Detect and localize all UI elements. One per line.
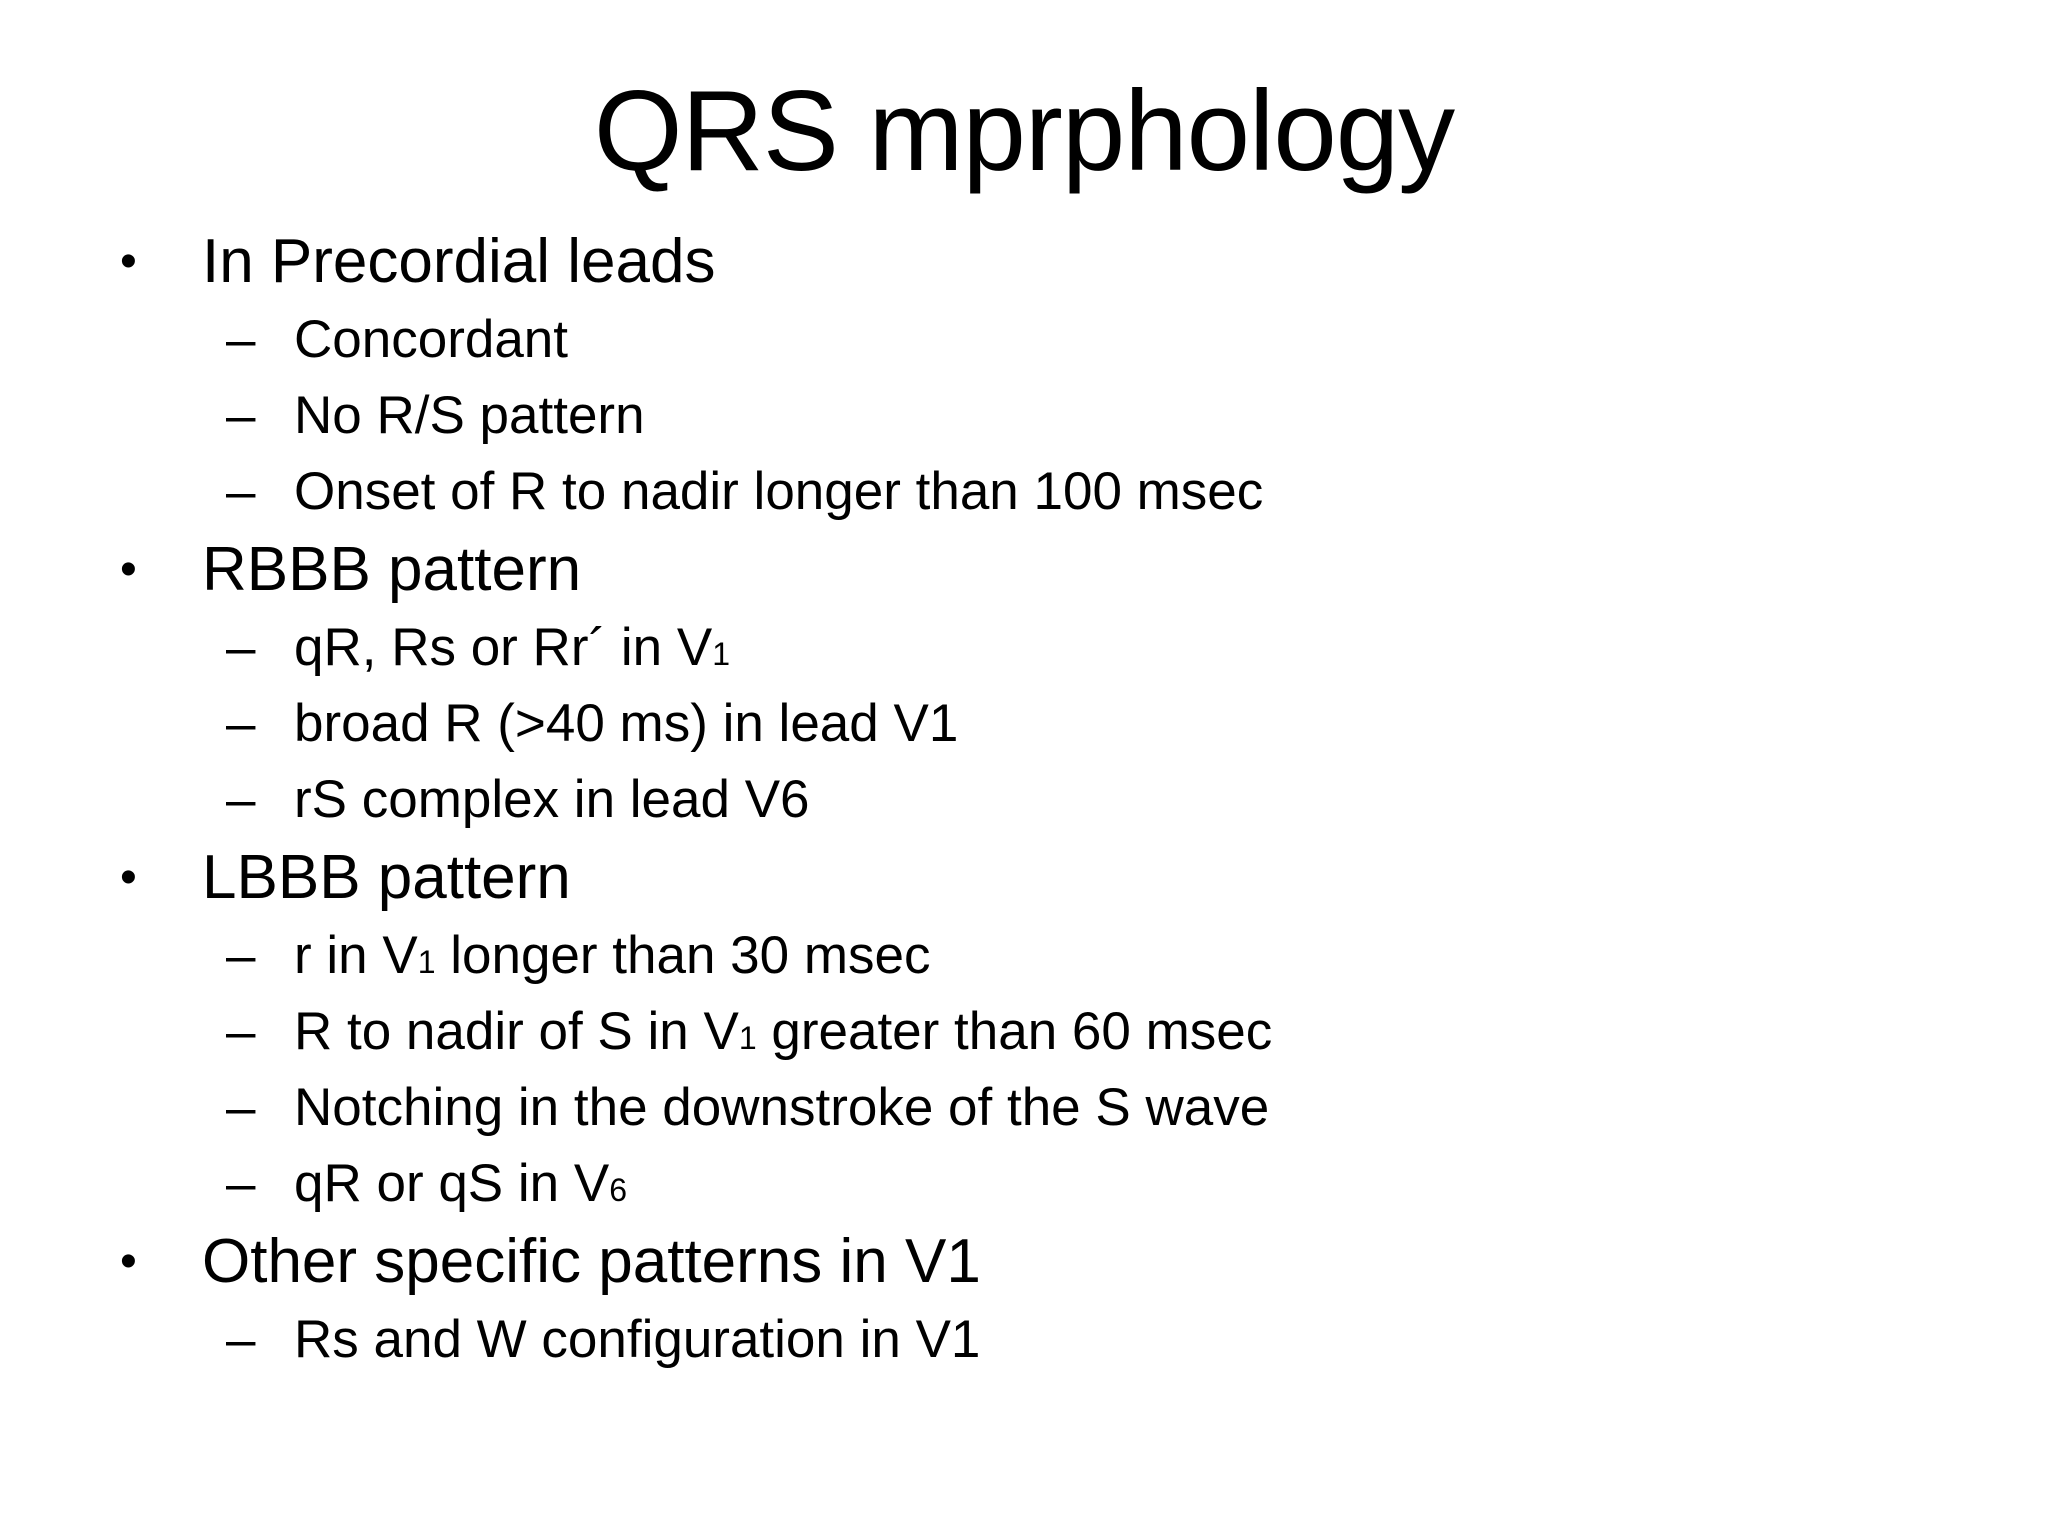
sub-bullet-text: No R/S pattern — [294, 386, 645, 445]
sub-bullet-text: Onset of R to nadir longer than 100 msec — [294, 462, 1264, 521]
sub-bullet-text-after: greater than 60 msec — [756, 1002, 1273, 1061]
bullet-item — [120, 530, 1920, 610]
lead-subscript: 6 — [609, 1172, 628, 1208]
sub-bullet-text: Rs and W configuration in V1 — [294, 1310, 981, 1369]
lead-subscript: 1 — [417, 944, 436, 980]
bullet-item — [120, 222, 1920, 302]
dash-icon: – — [226, 1002, 256, 1061]
sub-bullet-item — [120, 686, 1920, 762]
sub-bullet-text-group — [294, 1146, 627, 1228]
sub-bullet-text: qR or qS in V — [294, 1154, 610, 1213]
sub-bullet-item — [120, 1070, 1920, 1146]
dash-icon: – — [226, 926, 256, 985]
sub-bullet-item — [120, 302, 1920, 378]
bullet-dot-icon: • — [120, 851, 137, 904]
sub-bullet-item — [120, 1146, 1920, 1222]
dash-icon: – — [226, 310, 256, 369]
sub-bullet-text: broad R (>40 ms) in lead V1 — [294, 694, 959, 753]
sub-bullet-item — [120, 1302, 1920, 1378]
dash-icon: – — [226, 386, 256, 445]
bullet-dot-icon: • — [120, 1235, 137, 1288]
sub-bullet-item — [120, 994, 1920, 1070]
bullet-item — [120, 1222, 1920, 1302]
sub-bullet-item — [120, 378, 1920, 454]
dash-icon: – — [226, 1310, 256, 1369]
sub-bullet-text-after: longer than 30 msec — [435, 926, 931, 985]
slide-title: QRS mprphology — [593, 68, 1455, 195]
sub-bullet-text: R to nadir of S in V — [294, 1002, 739, 1061]
sub-bullet-text-group — [294, 918, 930, 1000]
bullet-heading: RBBB pattern — [202, 535, 582, 604]
dash-icon: – — [226, 770, 256, 829]
lead-subscript: 1 — [712, 636, 730, 672]
sub-bullet-text: qR, Rs or Rr´ in V — [294, 618, 713, 677]
bullet-item — [120, 838, 1920, 918]
sub-bullet-item — [120, 454, 1920, 530]
bullet-heading: Other specific patterns in V1 — [202, 1227, 981, 1296]
bullet-list — [120, 222, 1920, 1378]
sub-bullet-item — [120, 610, 1920, 686]
sub-bullet-text: Notching in the downstroke of the S wave — [294, 1078, 1270, 1137]
bullet-heading: In Precordial leads — [202, 227, 716, 296]
dash-icon: – — [226, 1154, 256, 1213]
sub-bullet-text: rS complex in lead V6 — [294, 770, 810, 829]
bullet-dot-icon: • — [120, 543, 137, 596]
sub-bullet-text-group — [294, 610, 730, 692]
bullet-dot-icon: • — [120, 235, 137, 288]
sub-bullet-text: Concordant — [294, 310, 569, 369]
dash-icon: – — [226, 1078, 256, 1137]
dash-icon: – — [226, 618, 256, 677]
lead-subscript: 1 — [738, 1020, 757, 1056]
sub-bullet-item — [120, 918, 1920, 994]
sub-bullet-text-group — [294, 994, 1272, 1076]
sub-bullet-text: r in V — [294, 926, 418, 985]
sub-bullet-item — [120, 762, 1920, 838]
dash-icon: – — [226, 462, 256, 521]
dash-icon: – — [226, 694, 256, 753]
bullet-heading: LBBB pattern — [202, 843, 571, 912]
